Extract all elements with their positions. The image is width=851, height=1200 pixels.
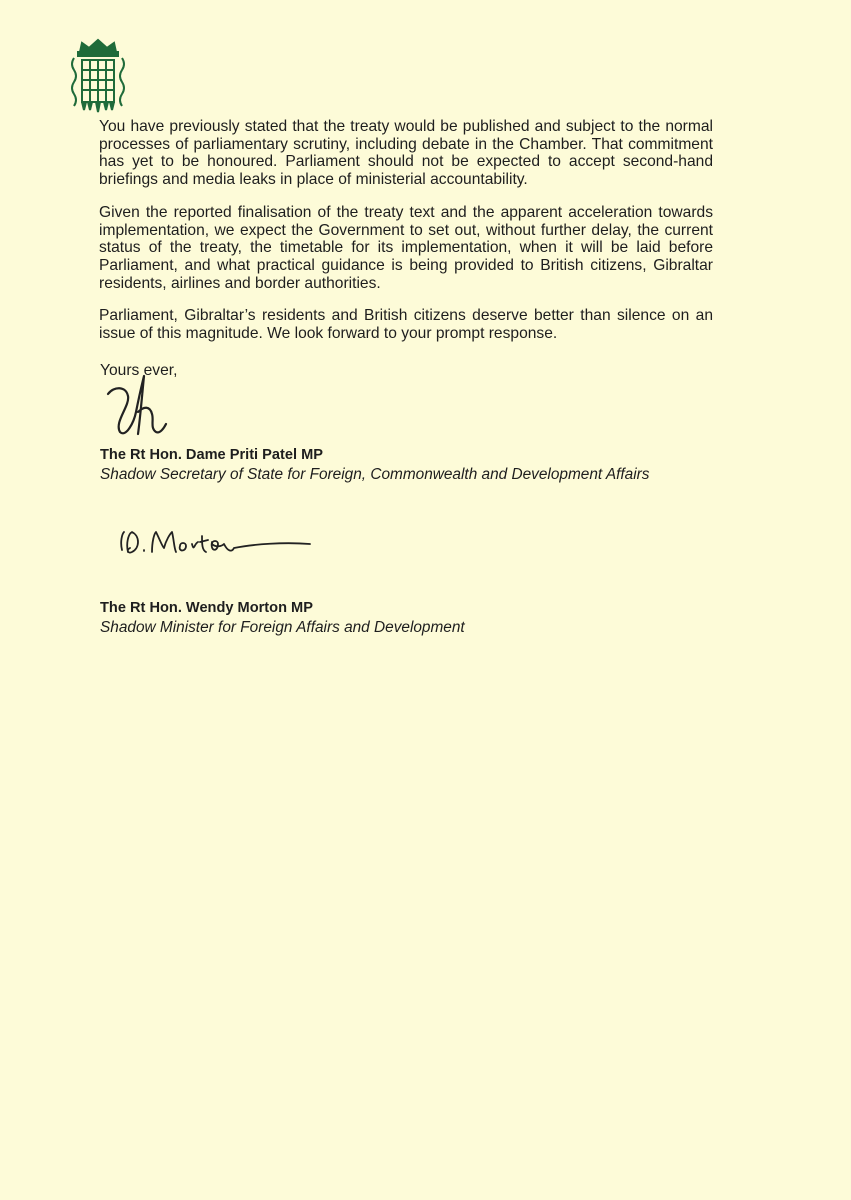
paragraph-1: You have previously stated that the treaty would be published and subject to the normal processes of parliamentary scrutiny, including debate in the Chamber. That commitment has yet to be honoured. Parliament should not be expected to accept second-hand briefings and media leaks in place of ministerial accountability. <box>99 118 713 189</box>
letter-body <box>99 118 713 358</box>
portcullis-crest-icon <box>62 38 134 118</box>
paragraph-3: Parliament, Gibraltar’s residents and British citizens deserve better than silence on an issue of this magnitude. We look forward to your prompt response. <box>99 307 713 343</box>
signatory-role: Shadow Secretary of State for Foreign, Commonwealth and Development Affairs <box>100 466 650 483</box>
signatory-name: The Rt Hon. Dame Priti Patel MP <box>100 447 323 463</box>
closing: Yours ever, <box>100 362 178 379</box>
paragraph-2: Given the reported finalisation of the treaty text and the apparent acceleration towards implementation, we expect the Government to set out, without further delay, the current status of the treaty, the timetable for its implementation, when it will be laid before Parliament, and what practical guidance is being provided to British citizens, Gibraltar residents, airlines and border authorities. <box>99 203 713 292</box>
signatory-role: Shadow Minister for Foreign Affairs and Development <box>100 619 465 636</box>
signatory-name: The Rt Hon. Wendy Morton MP <box>100 600 313 616</box>
handwritten-signature-icon <box>114 522 314 560</box>
handwritten-signature-icon <box>100 372 170 442</box>
